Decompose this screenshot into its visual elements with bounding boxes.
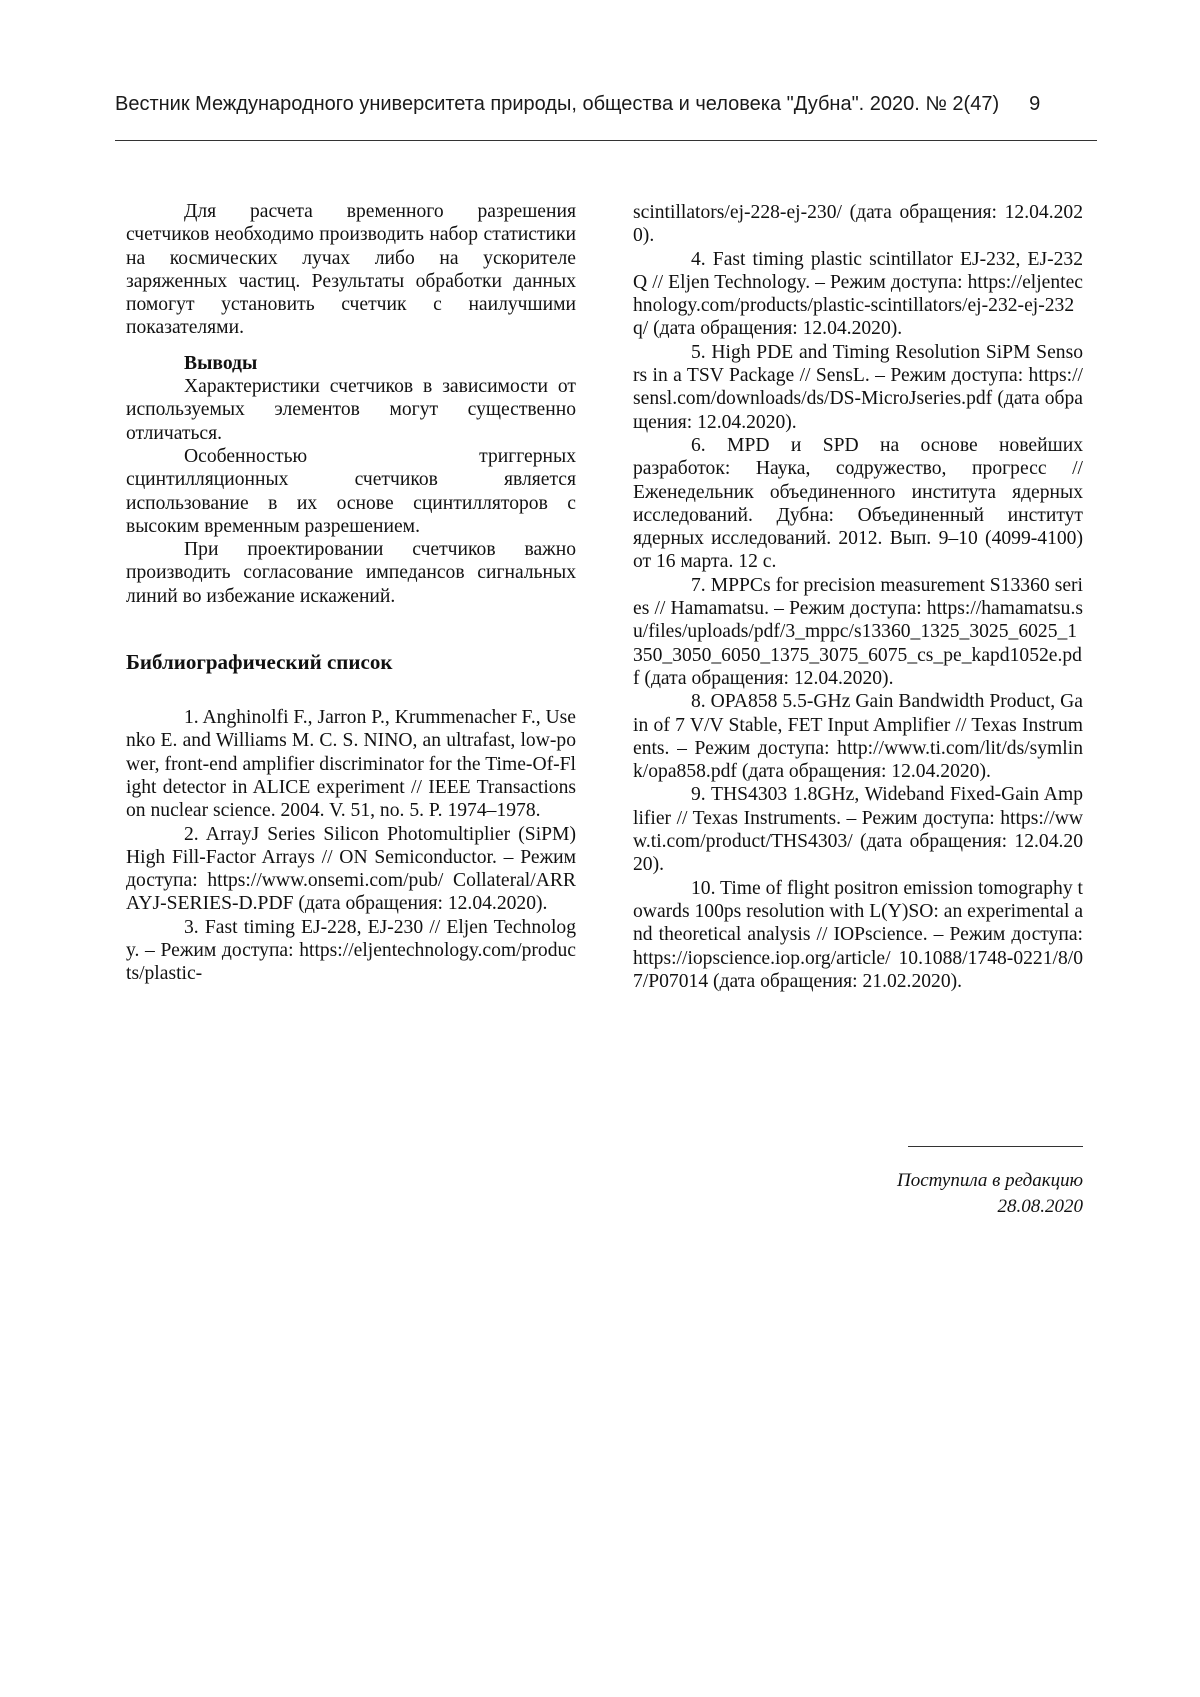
conclusion-paragraph-3: При проектировании счетчиков важно производить согласование импедансов сигнальных линий во избежание искажений.	[126, 538, 576, 608]
bibliography-heading: Библиографический список	[126, 650, 576, 675]
received-label: Поступила в редакцию	[897, 1168, 1083, 1194]
conclusion-paragraph-2: Особенностью триггерных сцинтилляционных счетчиков является использование в их основе сцинтилляторов с высоким временным разрешением.	[126, 445, 576, 538]
conclusions-heading: Выводы	[184, 352, 576, 375]
reference-4: 4. Fast timing plastic scintillator EJ-232, EJ-232Q // Eljen Technology. – Режим доступа: https://eljentechnology.com/products/plastic-scintillators/ej-232-ej-232q/ (дата обращения: 12.04.2020).	[633, 248, 1083, 341]
received-rule	[908, 1146, 1083, 1147]
reference-1: 1. Anghinolfi F., Jarron P., Krummenacher F., Usenko E. and Williams M. C. S. NINO, an ultrafast, low-power, front-end amplifier discriminator for the Time-Of-Flight detector in ALICE experiment // IEEE Transactions on nuclear science. 2004. V. 51, no. 5. P. 1974–1978.	[126, 706, 576, 822]
conclusion-paragraph-1: Характеристики счетчиков в зависимости от используемых элементов могут существенно отличаться.	[126, 375, 576, 445]
reference-2: 2. ArrayJ Series Silicon Photomultiplier (SiPM) High Fill-Factor Arrays // ON Semiconductor. – Режим доступа: https://www.onsemi.com/pub/ Collateral/ARRAYJ-SERIES-D.PDF (дата обращения: 12.04.2020).	[126, 823, 576, 916]
reference-3-continued: scintillators/ej-228-ej-230/ (дата обращения: 12.04.2020).	[633, 201, 1083, 248]
reference-3: 3. Fast timing EJ-228, EJ-230 // Eljen Technology. – Режим доступа: https://eljentechnology.com/products/plastic-	[126, 916, 576, 986]
right-column	[633, 201, 1083, 993]
reference-8: 8. OPA858 5.5-GHz Gain Bandwidth Product, Gain of 7 V/V Stable, FET Input Amplifier // Texas Instruments. – Режим доступа: http://www.ti.com/lit/ds/symlink/opa858.pdf (дата обращения: 12.04.2020).	[633, 690, 1083, 783]
running-head	[115, 93, 1075, 116]
reference-6: 6. MPD и SPD на основе новейших разработок: Наука, содружество, прогресс // Еженедельник объединенного института ядерных исследований. Дубна: Объединенный институт ядерных исследований. 2012. Вып. 9–10 (4099-4100) от 16 марта. 12 с.	[633, 434, 1083, 574]
reference-9: 9. THS4303 1.8GHz, Wideband Fixed-Gain Amplifier // Texas Instruments. – Режим доступа: https://www.ti.com/product/THS4303/ (дата обращения: 12.04.2020).	[633, 783, 1083, 876]
left-column	[126, 200, 576, 986]
received-note	[897, 1168, 1083, 1220]
reference-7: 7. MPPCs for precision measurement S13360 series // Hamamatsu. – Режим доступа: https://hamamatsu.su/files/uploads/pdf/3_mppc/s13360_1325_3025_6025_1350_3050_6050_1375_3075_6075_cs_pe_kapd1052e.pdf (дата обращения: 12.04.2020).	[633, 574, 1083, 690]
page-number: 9	[1029, 93, 1040, 115]
received-date: 28.08.2020	[897, 1194, 1083, 1220]
intro-paragraph: Для расчета временного разрешения счетчиков необходимо производить набор статистики на космических лучах либо на ускорителе заряженных частиц. Результаты обработки данных помогут установить счетчик с наилучшими показателями.	[126, 200, 576, 340]
reference-10: 10. Time of flight positron emission tomography towards 100ps resolution with L(Y)SO: an experimental and theoretical analysis // IOPscience. – Режим доступа: https://iopscience.iop.org/article/ 10.1088/1748-0221/8/07/P07014 (дата обращения: 21.02.2020).	[633, 877, 1083, 993]
header-rule	[115, 140, 1097, 141]
journal-title: Вестник Международного университета природы, общества и человека "Дубна". 2020. № 2(47)	[115, 93, 999, 115]
reference-5: 5. High PDE and Timing Resolution SiPM Sensors in a TSV Package // SensL. – Режим доступа: https://sensl.com/downloads/ds/DS-MicroJseries.pdf (дата обращения: 12.04.2020).	[633, 341, 1083, 434]
